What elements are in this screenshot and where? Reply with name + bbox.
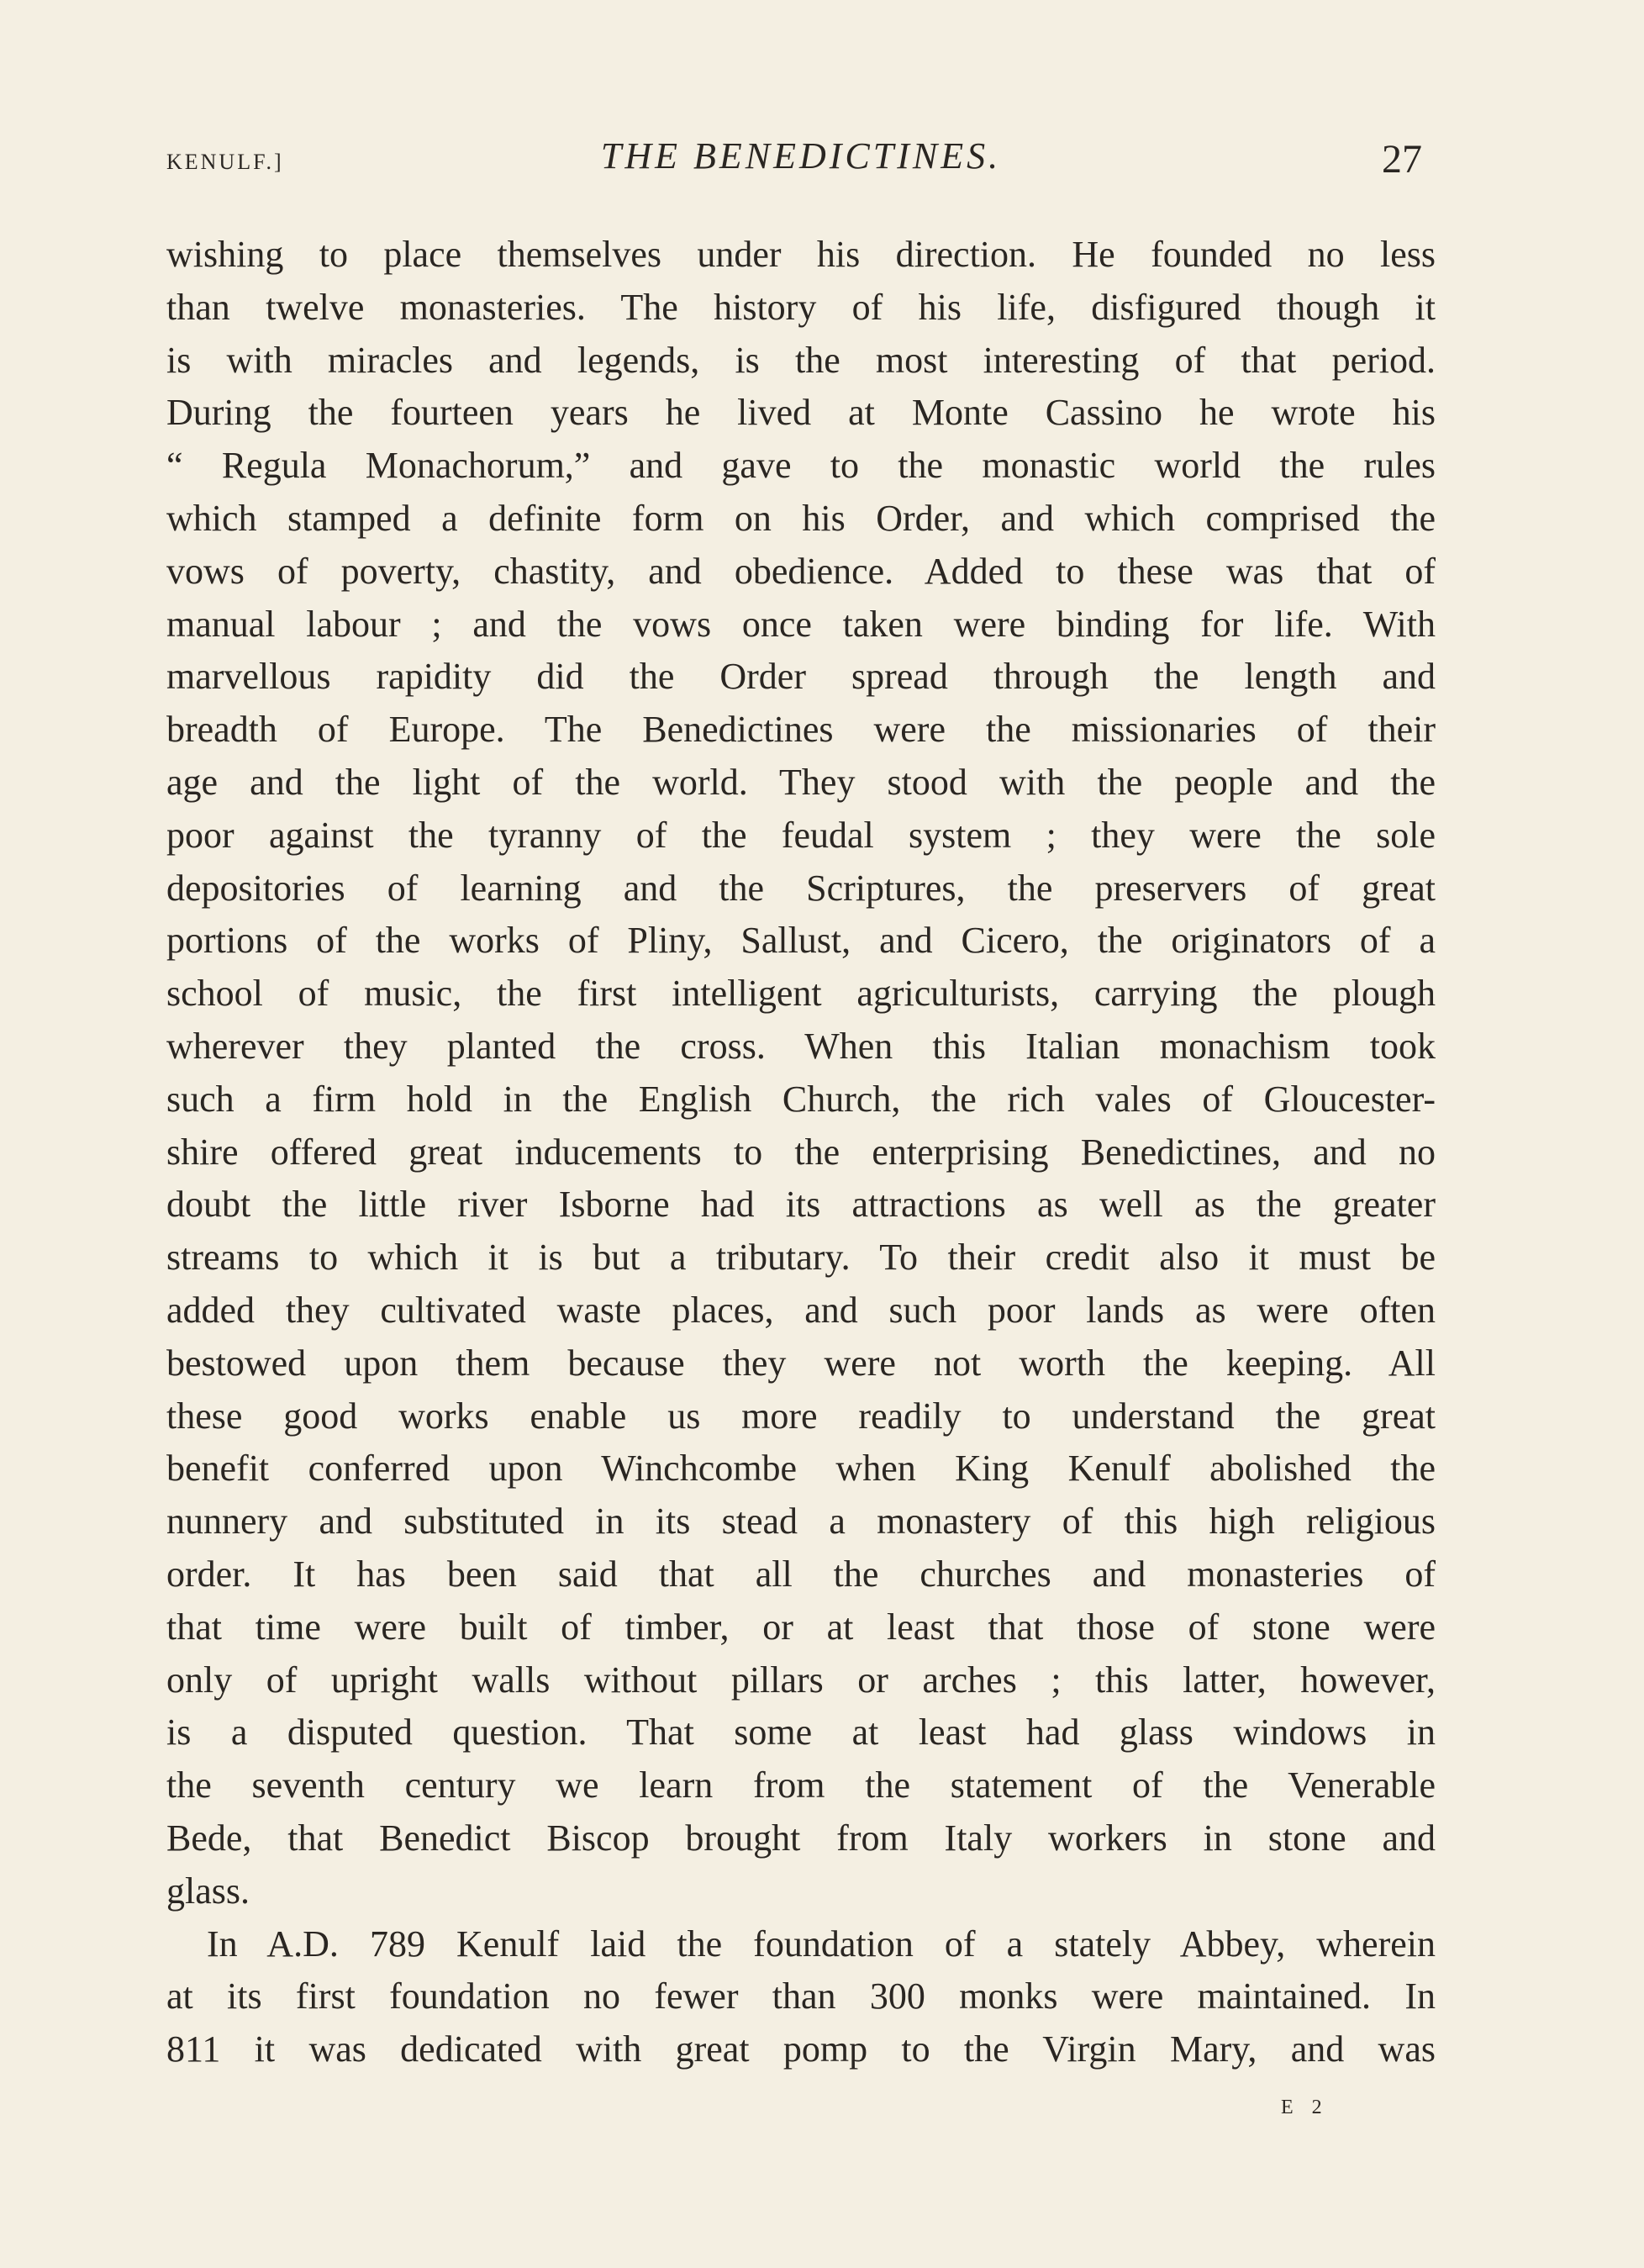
text-line: is with miracles and legends, is the most interesting of that period. xyxy=(166,339,1436,381)
text-line: only of upright walls without pillars or arches ; this latter, however, xyxy=(166,1659,1436,1701)
text-line: streams to which it is but a tributary. To their credit also it must be xyxy=(166,1237,1436,1279)
text-line: depositories of learning and the Scriptures, the preservers of great xyxy=(166,867,1436,909)
text-line: vows of poverty, chastity, and obedience. Added to these was that of xyxy=(166,550,1436,592)
text-line: 811 it was dedicated with great pomp to the Virgin Mary, and was xyxy=(166,2028,1436,2070)
text-line: these good works enable us more readily to understand the great xyxy=(166,1395,1436,1437)
text-line: poor against the tyranny of the feudal system ; they were the sole xyxy=(166,814,1436,856)
text-line: age and the light of the world. They stood with the people and the xyxy=(166,761,1436,803)
text-line: bestowed upon them because they were not worth the keeping. All xyxy=(166,1342,1436,1384)
text-line: shire offered great inducements to the enterprising Benedictines, and no xyxy=(166,1131,1436,1173)
running-head-left: KENULF.] xyxy=(166,150,284,174)
text-line: nunnery and substituted in its stead a monastery of this high religious xyxy=(166,1501,1436,1543)
text-line: breadth of Europe. The Benedictines were the missionaries of their xyxy=(166,709,1436,751)
text-line: wherever they planted the cross. When this Italian monachism took xyxy=(166,1025,1436,1067)
text-line: During the fourteen years he lived at Monte Cassino he wrote his xyxy=(166,392,1436,434)
text-line: Bede, that Benedict Biscop brought from Italy workers in stone and xyxy=(166,1817,1436,1859)
text-line: In A.D. 789 Kenulf laid the foundation of a stately Abbey, wherein xyxy=(207,1923,1436,1965)
text-line: such a firm hold in the English Church, the rich vales of Gloucester- xyxy=(166,1078,1436,1120)
text-line: marvellous rapidity did the Order spread through the length and xyxy=(166,656,1436,698)
text-line: than twelve monasteries. The history of his life, disfigured though it xyxy=(166,286,1436,328)
body-text xyxy=(166,229,1436,2076)
text-line: which stamped a definite form on his Order, and which comprised the xyxy=(166,497,1436,539)
text-line: wishing to place themselves under his direction. He founded no less xyxy=(166,234,1436,275)
text-line: benefit conferred upon Winchcombe when King Kenulf abolished the xyxy=(166,1448,1436,1490)
text-line: glass. xyxy=(166,1870,250,1912)
text-line: that time were built of timber, or at least that those of stone were xyxy=(166,1606,1436,1648)
text-line: at its first foundation no fewer than 300 monks were maintained. In xyxy=(166,1975,1436,2017)
text-line: is a disputed question. That some at least had glass windows in xyxy=(166,1712,1436,1754)
text-line: the seventh century we learn from the statement of the Venerable xyxy=(166,1764,1436,1806)
text-line: school of music, the first intelligent agriculturists, carrying the plough xyxy=(166,973,1436,1015)
text-line: portions of the works of Pliny, Sallust, and Cicero, the originators of a xyxy=(166,920,1436,962)
running-head-title: THE BENEDICTINES. xyxy=(600,135,1002,177)
running-head xyxy=(166,134,1436,193)
text-line: manual labour ; and the vows once taken were binding for life. With xyxy=(166,603,1436,645)
text-line: order. It has been said that all the churches and monasteries of xyxy=(166,1553,1436,1595)
page-number: 27 xyxy=(1382,137,1422,182)
text-line: “ Regula Monachorum,” and gave to the monastic world the rules xyxy=(166,445,1436,487)
signature-mark: E 2 xyxy=(1281,2097,1329,2118)
text-line: added they cultivated waste places, and such poor lands as were often xyxy=(166,1289,1436,1331)
text-line: doubt the little river Isborne had its attractions as well as the greater xyxy=(166,1184,1436,1226)
